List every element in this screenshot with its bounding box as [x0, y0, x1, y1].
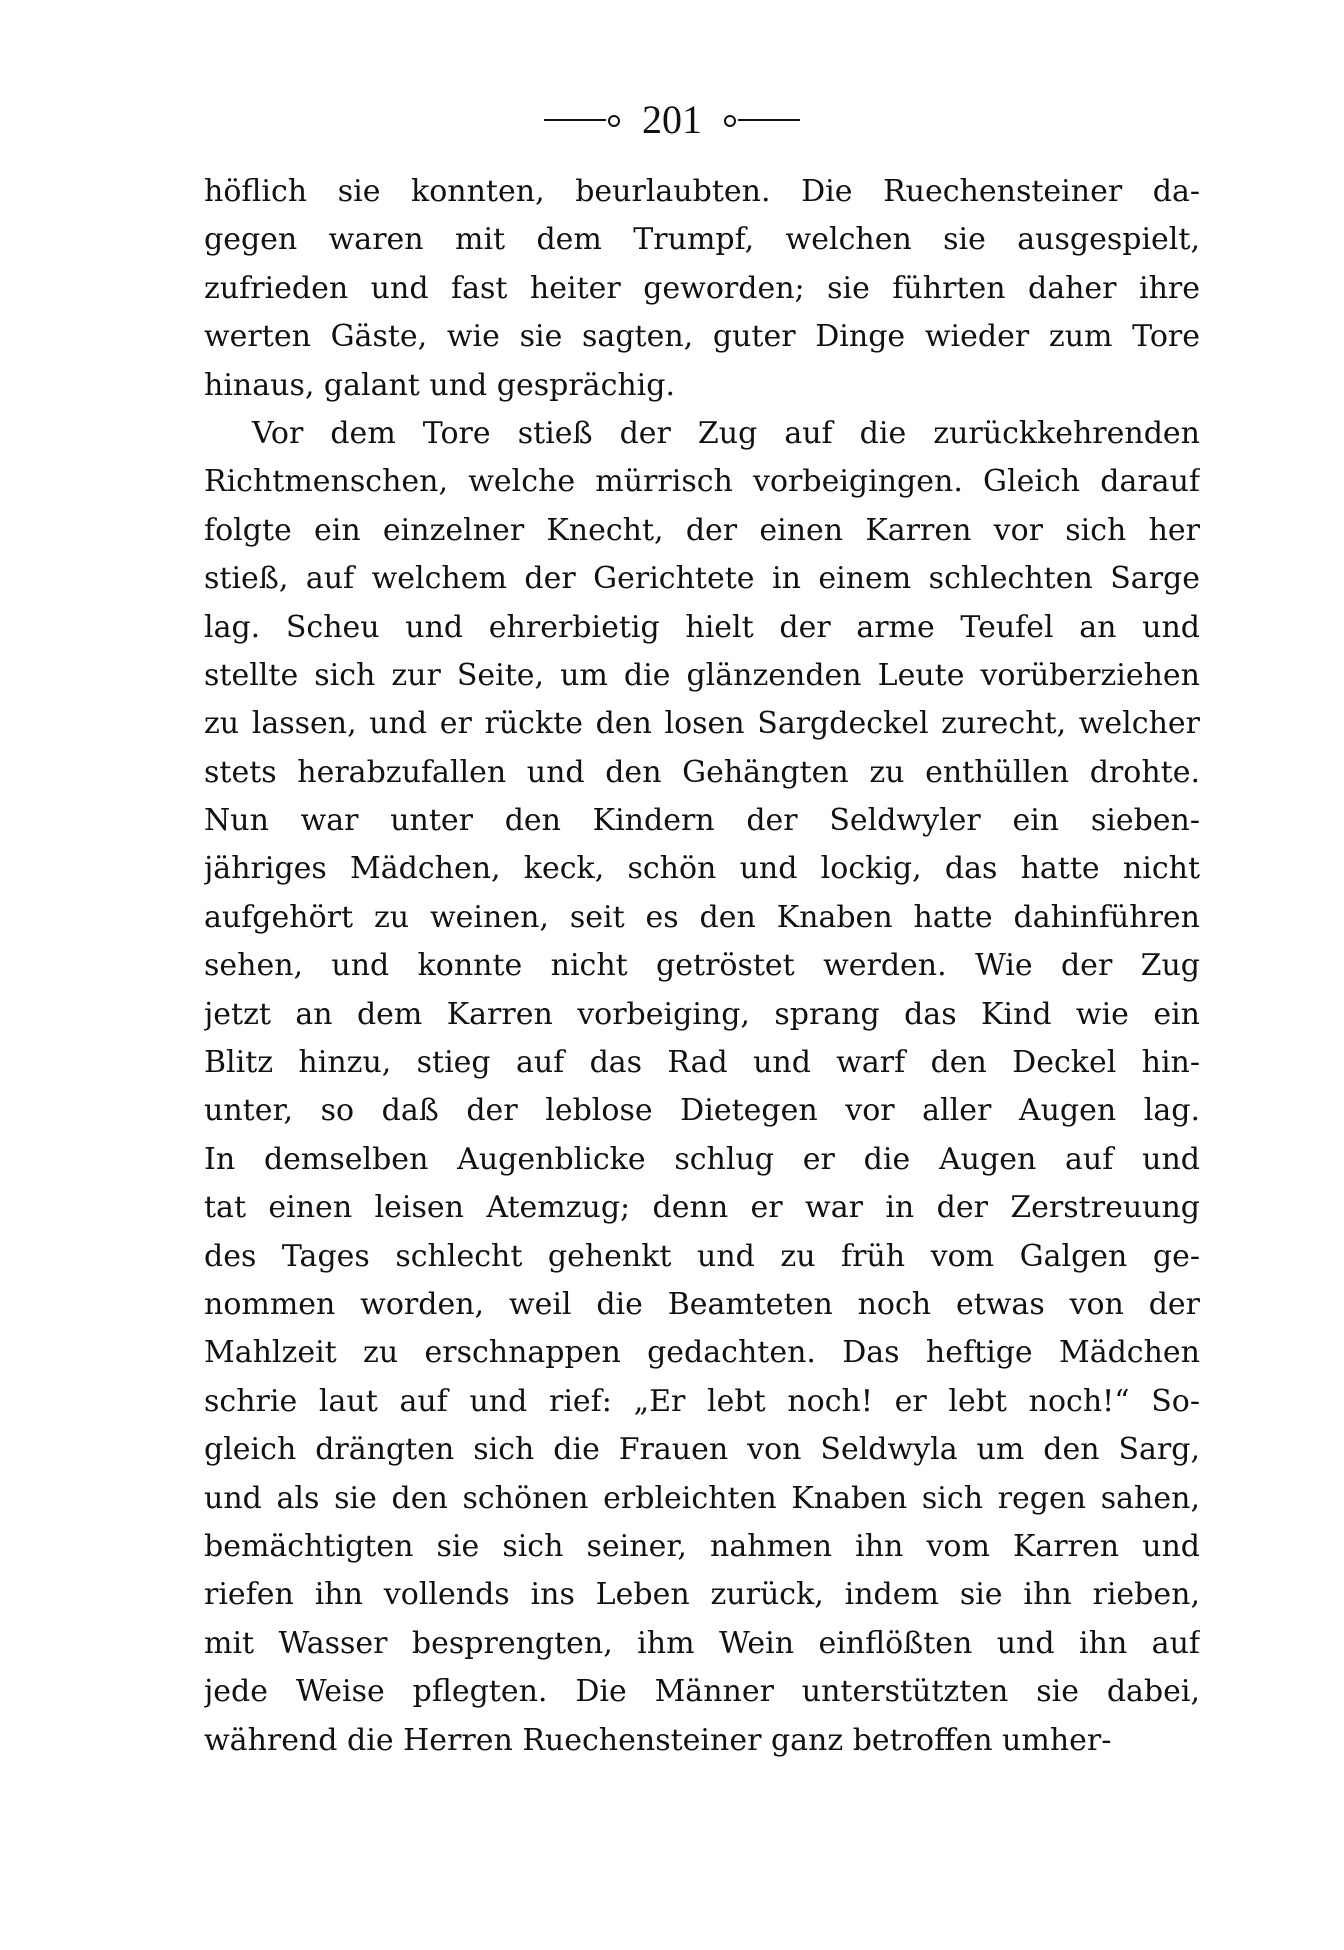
text-line: unter, so daß der leblose Dietegen vor aller Augen lag.	[204, 1093, 1200, 1129]
text-line: Richtmenschen, welche mürrisch vorbeigingen. Gleich darauf	[204, 464, 1200, 500]
text-line: während die Herren Ruechensteiner ganz betroffen umher-	[204, 1722, 1112, 1758]
text-line: stieß, auf welchem der Gerichtete in einem schlechten Sarge	[204, 561, 1200, 597]
left-ornament-icon	[544, 115, 624, 125]
text-line: und als sie den schönen erbleichten Knaben sich regen sahen,	[204, 1480, 1200, 1516]
text-line: stellte sich zur Seite, um die glänzenden Leute vorüberziehen	[204, 657, 1200, 693]
text-line: sehen, und konnte nicht getröstet werden. Wie der Zug	[204, 948, 1200, 984]
text-line: Mahlzeit zu erschnappen gedachten. Das heftige Mädchen	[204, 1335, 1200, 1371]
text-line: gegen waren mit dem Trumpf, welchen sie ausgespielt,	[204, 222, 1200, 258]
text-line: jetzt an dem Karren vorbeiging, sprang das Kind wie ein	[204, 996, 1200, 1032]
text-line: bemächtigten sie sich seiner, nahmen ihn vom Karren und	[204, 1528, 1200, 1564]
page-header	[0, 92, 1344, 143]
text-line: folgte ein einzelner Knecht, der einen Karren vor sich her	[204, 512, 1200, 548]
text-line: jähriges Mädchen, keck, schön und lockig, das hatte nicht	[204, 851, 1200, 887]
text-line: werten Gäste, wie sie sagten, guter Dinge wieder zum Tore	[204, 319, 1200, 355]
text-line: Blitz hinzu, stieg auf das Rad und warf den Deckel hin-	[204, 1045, 1200, 1081]
text-line: zufrieden und fast heiter geworden; sie führten daher ihre	[204, 270, 1200, 306]
text-line: Vor dem Tore stieß der Zug auf die zurückkehrenden	[252, 415, 1200, 451]
text-line: zu lassen, und er rückte den losen Sargdeckel zurecht, welcher	[204, 706, 1200, 742]
text-line: nommen worden, weil die Beamteten noch etwas von der	[204, 1286, 1200, 1322]
page-number: 201	[642, 97, 702, 143]
text-line: stets herabzufallen und den Gehängten zu enthüllen drohte.	[204, 754, 1200, 790]
page-body-text	[204, 168, 1200, 1765]
text-line: schrie laut auf und rief: „Er lebt noch! er lebt noch!“ So-	[204, 1383, 1200, 1419]
text-line: höflich sie konnten, beurlaubten. Die Ruechensteiner da-	[204, 174, 1200, 209]
right-ornament-icon	[720, 115, 800, 125]
text-line: riefen ihn vollends ins Leben zurück, indem sie ihn rieben,	[204, 1577, 1200, 1613]
text-line: aufgehört zu weinen, seit es den Knaben hatte dahinführen	[204, 899, 1200, 935]
text-line: mit Wasser besprengten, ihm Wein einflößten und ihn auf	[204, 1625, 1200, 1661]
text-line: In demselben Augenblicke schlug er die Augen auf und	[204, 1141, 1200, 1177]
text-line: hinaus, galant und gesprächig.	[204, 367, 676, 403]
text-line: Nun war unter den Kindern der Seldwyler ein sieben-	[204, 803, 1200, 839]
text-line: lag. Scheu und ehrerbietig hielt der arme Teufel an und	[204, 609, 1200, 645]
text-line: jede Weise pflegten. Die Männer unterstützten sie dabei,	[204, 1674, 1200, 1710]
text-line: tat einen leisen Atemzug; denn er war in der Zerstreuung	[204, 1190, 1200, 1226]
text-line: gleich drängten sich die Frauen von Seldwyla um den Sarg,	[204, 1432, 1200, 1468]
text-line: des Tages schlecht gehenkt und zu früh vom Galgen ge-	[204, 1238, 1200, 1274]
